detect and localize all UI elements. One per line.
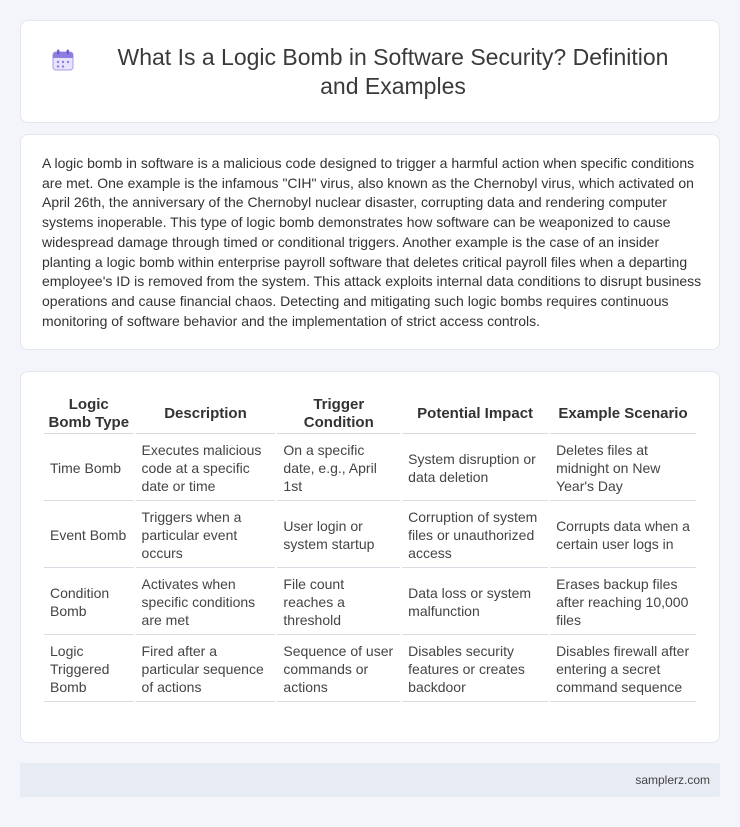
column-header-trigger: Trigger Condition [277, 393, 400, 434]
page-title: What Is a Logic Bomb in Software Security? Definition and Examples [117, 43, 669, 99]
table-card [20, 371, 720, 743]
column-header-impact: Potential Impact [402, 393, 548, 434]
cell-trigger: On a specific date, e.g., April 1st [277, 434, 400, 501]
calendar-icon [51, 48, 75, 72]
title-card [20, 20, 720, 123]
cell-type: Logic Triggered Bomb [44, 635, 134, 702]
cell-impact: Disables security features or creates backdoor [402, 635, 548, 702]
logic-bomb-table [42, 393, 698, 702]
table-row [44, 434, 696, 501]
cell-example: Disables firewall after entering a secret command sequence [550, 635, 696, 702]
cell-impact: System disruption or data deletion [402, 434, 548, 501]
cell-description: Triggers when a particular event occurs [136, 501, 276, 568]
table-row [44, 568, 696, 635]
footer-site-link[interactable]: samplerz.com [635, 773, 710, 787]
cell-description: Fired after a particular sequence of actions [136, 635, 276, 702]
cell-impact: Corruption of system files or unauthorized access [402, 501, 548, 568]
cell-example: Erases backup files after reaching 10,000 files [550, 568, 696, 635]
cell-impact: Data loss or system malfunction [402, 568, 548, 635]
cell-type: Time Bomb [44, 434, 134, 501]
column-header-description: Description [136, 393, 276, 434]
table-header-row [44, 393, 696, 434]
cell-description: Executes malicious code at a specific date or time [136, 434, 276, 501]
table-row [44, 501, 696, 568]
cell-trigger: User login or system startup [277, 501, 400, 568]
intro-paragraph: A logic bomb in software is a malicious code designed to trigger a harmful action when specific conditions are met. One example is the infamous "CIH" virus, also known as the Chernobyl virus, which activated on April 26th, the anniversary of the Chernobyl nuclear disaster, corrupting data and rendering computer systems inoperable. This type of logic bomb demonstrates how software can be weaponized to cause widespread damage through timed or conditional triggers. Another example is the case of an insider planting a logic bomb within enterprise payroll software that deletes critical payroll files when a departing employee's ID is removed from the system. This attack exploits internal data conditions to disrupt business operations and cause financial chaos. Detecting and mitigating such logic bombs requires continuous monitoring of software behavior and the implementation of strict access controls. [42, 155, 702, 329]
cell-trigger: File count reaches a threshold [277, 568, 400, 635]
column-header-type: Logic Bomb Type [44, 393, 134, 434]
cell-type: Event Bomb [44, 501, 134, 568]
cell-description: Activates when specific conditions are met [136, 568, 276, 635]
intro-card [20, 134, 720, 350]
cell-example: Corrupts data when a certain user logs in [550, 501, 696, 568]
column-header-example: Example Scenario [550, 393, 696, 434]
footer-bar [20, 763, 720, 797]
cell-trigger: Sequence of user commands or actions [277, 635, 400, 702]
cell-type: Condition Bomb [44, 568, 134, 635]
cell-example: Deletes files at midnight on New Year's Day [550, 434, 696, 501]
table-row [44, 635, 696, 702]
